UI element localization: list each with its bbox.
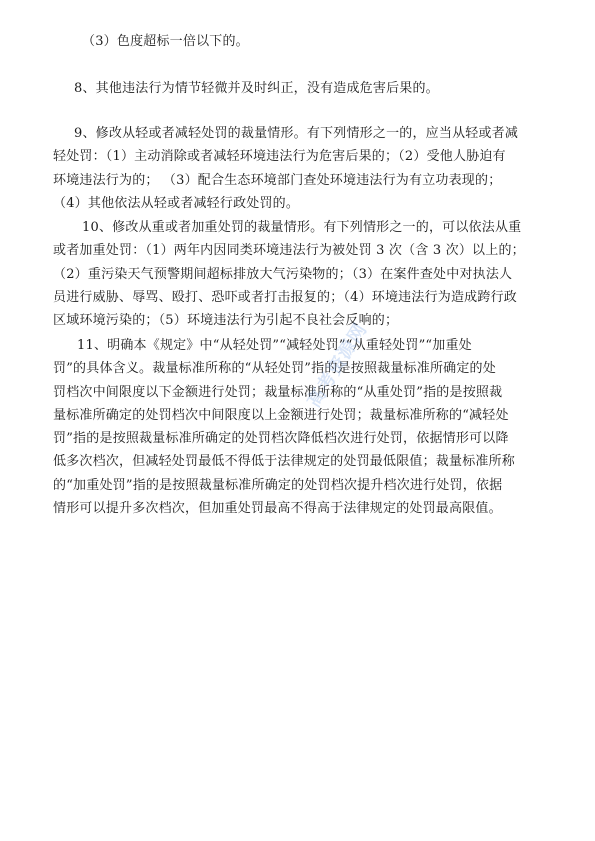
text-line: 情形可以提升多次档次，但加重处罚最高不得高于法律规定的处罚最高限值。	[53, 501, 502, 517]
text-line: 或者加重处罚：（1）两年内因同类环境违法行为被处罚 3 次（含 3 次）以上的；	[53, 243, 525, 259]
text-line: 罚”指的是按照裁量标准所确定的处罚档次降低档次进行处罚，依据情形可以降	[53, 431, 509, 447]
text-line: （2）重污染天气预警期间超标排放大气污染物的；（3）在案件查处中对执法人	[53, 266, 513, 282]
text-line: 11、明确本《规定》中“从轻处罚”“减轻处罚”“从重轻处罚”“加重处	[77, 338, 472, 353]
paragraph-item-10	[53, 216, 544, 332]
text-line: 的“加重处罚”指的是按照裁量标准所确定的处罚档次提升档次进行处罚，依据	[53, 477, 503, 493]
text-line: 低多次档次，但减轻处罚最低不得低于法律规定的处罚最低限值；裁量标准所称	[53, 454, 516, 470]
text-line: （4）其他依法从轻或者减轻行政处罚的。	[53, 195, 300, 211]
text-line: （3）色度超标一倍以下的。	[82, 34, 249, 49]
paragraph-item-11	[53, 334, 544, 520]
text-line: 员进行威胁、辱骂、殴打、恐吓或者打击报复的；（4）环境违法行为造成跨行政	[53, 289, 517, 305]
text-line: 10、修改从重或者加重处罚的裁量情形。有下列情形之一的，可以依法从重	[82, 220, 522, 235]
watermark: 高考资源网	[303, 319, 372, 412]
text-line: 环境违法行为的； （3）配合生态环境部门查处环境违法行为有立功表现的；	[53, 172, 502, 188]
paragraph-item-9	[53, 122, 544, 215]
paragraph-item-8	[74, 77, 544, 100]
paragraph-item-3-color	[74, 30, 544, 53]
text-line: 罚档次中间限度以下金额进行处罚；裁量标准所称的“从重处罚”指的是按照裁	[53, 384, 503, 400]
text-line: 罚”的具体含义。裁量标准所称的“从轻处罚”指的是按照裁量标准所确定的处	[53, 361, 496, 377]
text-line: 8、其他违法行为情节轻微并及时纠正，没有造成危害后果的。	[74, 81, 439, 96]
text-line: 量标准所确定的处罚档次中间限度以上金额进行处罚；裁量标准所称的“减轻处	[53, 407, 509, 423]
text-line: 区域环境污染的；（5）环境违法行为引起不良社会反响的；	[53, 313, 399, 329]
text-line: 轻处罚：（1）主动消除或者减轻环境违法行为危害后果的；（2）受他人胁迫有	[53, 149, 506, 165]
text-line: 9、修改从轻或者减轻处罚的裁量情形。有下列情形之一的，应当从轻或者减	[74, 126, 519, 141]
